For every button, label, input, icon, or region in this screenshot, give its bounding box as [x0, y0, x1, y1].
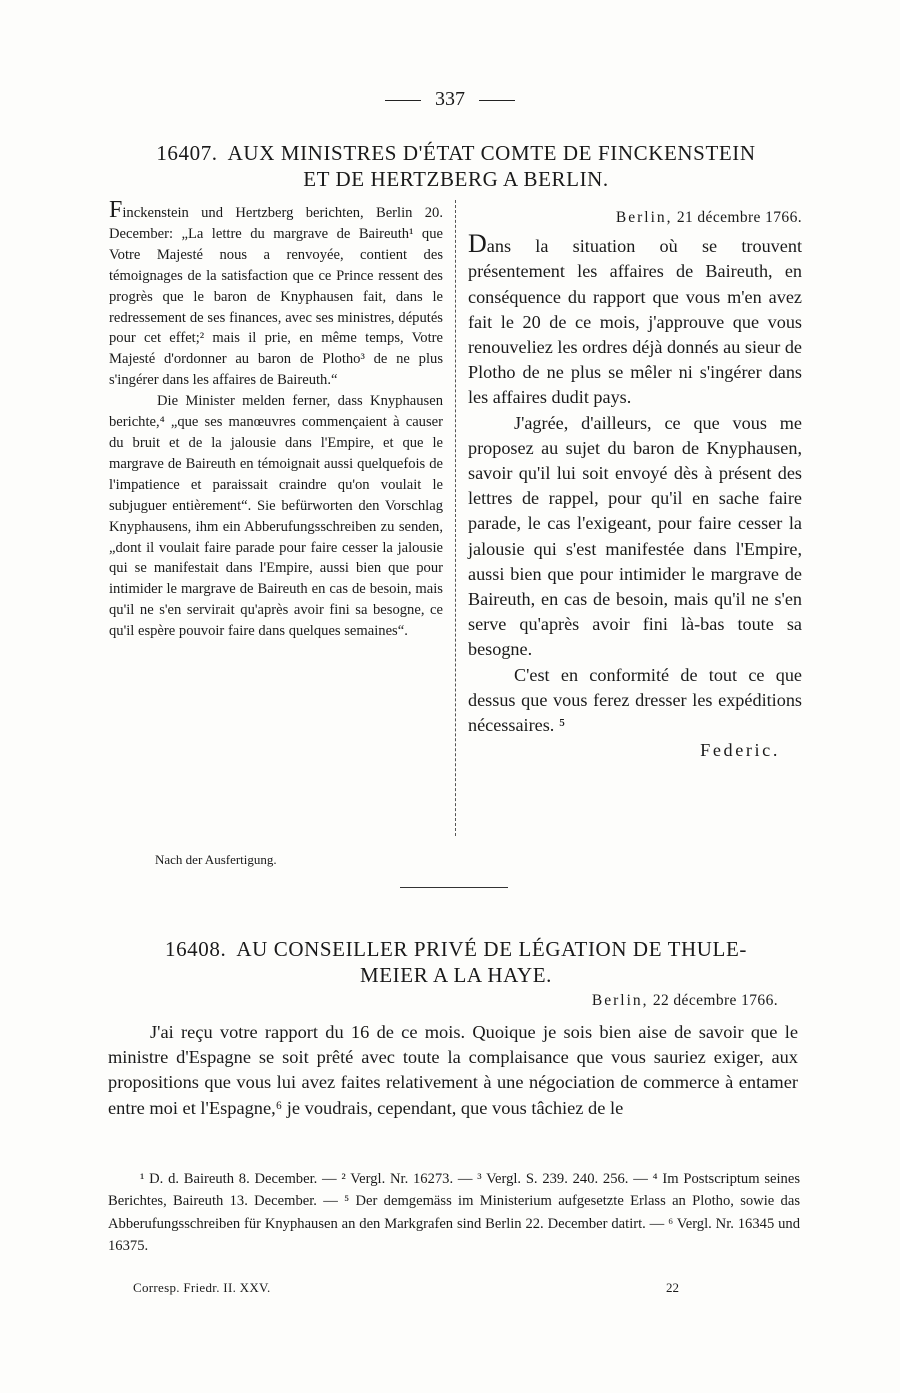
letter1-date-rest: 21 décembre 1766.	[676, 209, 802, 226]
letter2-dateline	[540, 992, 778, 1010]
column-divider	[455, 200, 456, 836]
page-number-dash-left	[385, 100, 421, 101]
letter1-heading	[100, 140, 812, 192]
summary-paragraph-1	[109, 197, 443, 391]
letter2-paragraph: J'ai reçu votre rapport du 16 de ce mois. Quoique je sois bien aise de savoir que le ministre d'Espagne se soit prêté avec toute la complaisance que vous sauriez exiger, aux propositions que vous lui avez faites relativement à une négociation de commerce à entamer entre moi et l'Espagne,⁶ je voudrais, cependant, que vous tâchiez de le	[108, 1022, 798, 1118]
letter1-number: 16407.	[156, 141, 218, 165]
letter1-date-place: Berlin,	[615, 209, 673, 226]
footnotes	[108, 1168, 800, 1257]
letter1-text-column	[468, 205, 802, 763]
footer-signature: Corresp. Friedr. II. XXV.	[133, 1280, 271, 1295]
letter1-paragraph-2: J'agrée, d'ailleurs, ce que vous me proposez au sujet du baron de Knyphausen, savoir qu'il lui soit envoyé dès à présent des lettres de rappel, pour qu'il en sache faire parade, le cas l'exigeant, pour faire cesser la jalousie qui s'est manifestée dans l'Empire, aussi bien que pour intimider le margrave de Baireuth, en cas de besoin, mais qu'il ne s'en serve qu'après avoir fini là-bas toute sa besogne.	[468, 412, 802, 660]
page-number	[0, 86, 900, 112]
letter2-heading-line2: MEIER A LA HAYE.	[359, 963, 552, 987]
summary-paragraph-1-text: inckenstein und Hertzberg berichten, Berlin 20. December: „La lettre du margrave de Baireuth¹ que Votre Majesté nous a renvoyée, contient des témoignages de la satisfaction que ce Prince ressent des progrès que le baron de Knyphausen fait, dans le redressement de ses finances, avec ses ministres, députés pour cet effet;² mais il prie, en même temps, Votre Majesté d'ordonner au baron de Plotho³ de ne plus s'ingérer dans les affaires de Baireuth.“	[109, 205, 443, 389]
source-note: Nach der Ausfertigung.	[155, 852, 277, 867]
letter2-heading-line1	[100, 936, 812, 962]
letter2-date-place: Berlin,	[591, 992, 649, 1009]
letter1-signature: Federic.	[700, 740, 780, 761]
letter1-initial: D	[468, 229, 487, 259]
footer-sheet-number: 22	[666, 1280, 679, 1295]
letter2-date-rest: 22 décembre 1766.	[652, 992, 778, 1009]
letter1-dateline	[468, 205, 802, 230]
letter1-paragraph-1-text: ans la situation où se trouvent présentement les affaires de Baireuth, en conséquence du rapport que vous m'en avez fait le 20 de ce mois, j'approuve que vous renouveliez les ordres déjà donnés au sieur de Plotho de ne plus se mêler ni s'ingérer dans les affaires dudit pays.	[468, 236, 802, 408]
letter1-summary-column	[109, 197, 443, 642]
section-divider	[400, 887, 508, 888]
letter1-heading-line2: ET DE HERTZBERG A BERLIN.	[303, 167, 609, 191]
letter1-heading-line1	[100, 140, 812, 166]
summary-initial: F	[109, 197, 123, 223]
letter1-paragraph-3: C'est en conformité de tout ce que dessus que vous ferez dresser les expéditions nécessaires. ⁵	[468, 664, 802, 736]
letter2-heading	[100, 936, 812, 988]
letter2-number: 16408.	[164, 937, 227, 961]
page-number-text: 337	[435, 88, 465, 110]
letter1-paragraph-1	[468, 229, 802, 410]
letter2-heading-text1: AU CONSEILLER PRIVÉ DE LÉGATION DE THULE-	[236, 937, 747, 961]
page-number-dash-right	[479, 100, 515, 101]
footnotes-text: ¹ D. d. Baireuth 8. December. — ² Vergl. Nr. 16273. — ³ Vergl. S. 239. 240. 256. — ⁴ Im Postscriptum seines Berichtes, Baireuth 13. December. — ⁵ Der demgemäss im Ministerium aufgesetzte Erlass an Plotho, sowie das Abberufungsschreiben für Knyphausen an den Markgrafen sind Berlin 22. December datirt. — ⁶ Vergl. Nr. 16345 und 16375.	[108, 1171, 800, 1254]
letter1-heading-text1: AUX MINISTRES D'ÉTAT COMTE DE FINCKENSTEIN	[227, 141, 756, 165]
letter2-body	[108, 1020, 798, 1121]
summary-paragraph-2: Die Minister melden ferner, dass Knyphausen berichte,⁴ „que ses manœuvres commençaient à causer du bruit et de la jalousie dans l'Empire, et que le margrave de Baireuth en témoignait aussi quelquefois de l'impatience et paraissait craindre qu'on voulait le subjuguer entièrement“. Sie befürworten den Vorschlag Knyphausens, ihm ein Abberufungsschreiben zu senden, „dont il voulait faire parade pour faire cesser la jalousie qui se manifestait dans l'Empire, aussi bien que pour intimider le margrave de Baireuth en cas de besoin, mais qu'il ne s'en servirait qu'après avoir fini sa besogne, ce qu'il espère pouvoir faire dans quelques semaines“.	[109, 393, 443, 640]
